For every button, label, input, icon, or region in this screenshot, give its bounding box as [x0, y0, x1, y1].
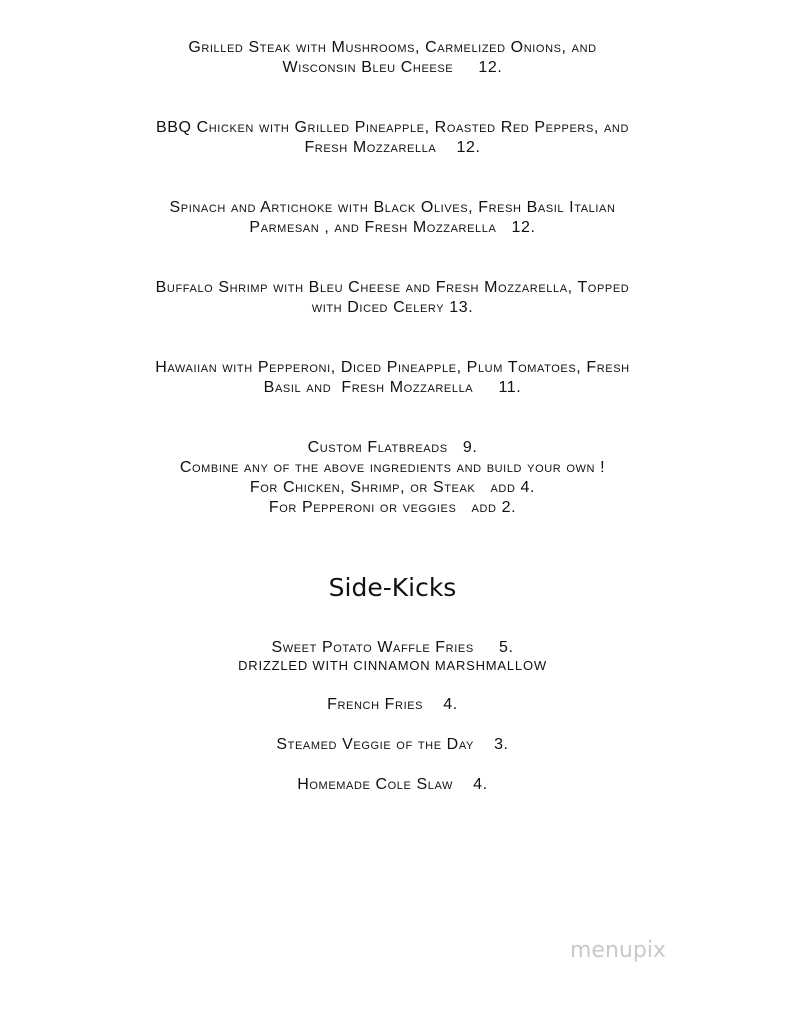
- item-description-line: BBQ Chicken with Grilled Pineapple, Roasted Red Peppers, and: [155, 119, 630, 136]
- item-description-line: Fresh Mozzarella 12.: [304, 139, 481, 156]
- custom-flatbreads-addon: For Pepperoni or veggies add 2.: [268, 499, 517, 516]
- item-description-line: with Diced Celery 13.: [311, 299, 474, 316]
- item-description-line: Spinach and Artichoke with Black Olives, Fresh Basil Italian: [169, 199, 616, 216]
- custom-flatbreads-addon: For Chicken, Shrimp, or Steak add 4.: [249, 479, 536, 496]
- side-item-cole-slaw: [0, 775, 785, 795]
- menu-item-bbq-chicken: [0, 118, 785, 158]
- side-item-name: Sweet Potato Waffle Fries 5.: [271, 639, 514, 656]
- side-item-french-fries: [0, 695, 785, 715]
- watermark-logo: menupix: [570, 938, 666, 963]
- menu-item-grilled-steak: [0, 38, 785, 78]
- item-description-line: Parmesan , and Fresh Mozzarella 12.: [249, 219, 536, 236]
- item-description-line: Basil and Fresh Mozzarella 11.: [263, 379, 522, 396]
- item-description-line: Wisconsin Bleu Cheese 12.: [282, 59, 503, 76]
- side-item-steamed-veggie: [0, 735, 785, 755]
- item-description-line: Grilled Steak with Mushrooms, Carmelized Onions, and: [188, 39, 597, 56]
- side-item-name: Homemade Cole Slaw 4.: [297, 776, 488, 793]
- item-description-line: Hawaiian with Pepperoni, Diced Pineapple, Plum Tomatoes, Fresh: [155, 359, 630, 376]
- side-item-name: French Fries 4.: [327, 696, 458, 713]
- menu-item-hawaiian: [0, 358, 785, 398]
- item-description-line: Buffalo Shrimp with Bleu Cheese and Fresh Mozzarella, Topped: [155, 279, 630, 296]
- menu-item-buffalo-shrimp: [0, 278, 785, 318]
- section-heading-side-kicks: Side-Kicks: [328, 573, 457, 602]
- side-item-name: Steamed Veggie of the Day 3.: [276, 736, 509, 753]
- custom-flatbreads-note: Combine any of the above ingredients and build your own !: [179, 459, 606, 476]
- side-item-sweet-potato-fries: [0, 638, 785, 674]
- custom-flatbreads-block: [0, 438, 785, 518]
- menu-item-spinach-artichoke: [0, 198, 785, 238]
- custom-flatbreads-title: Custom Flatbreads 9.: [307, 439, 478, 456]
- side-item-note: DRIZZLED WITH CINNAMON MARSHMALLOW: [238, 658, 547, 673]
